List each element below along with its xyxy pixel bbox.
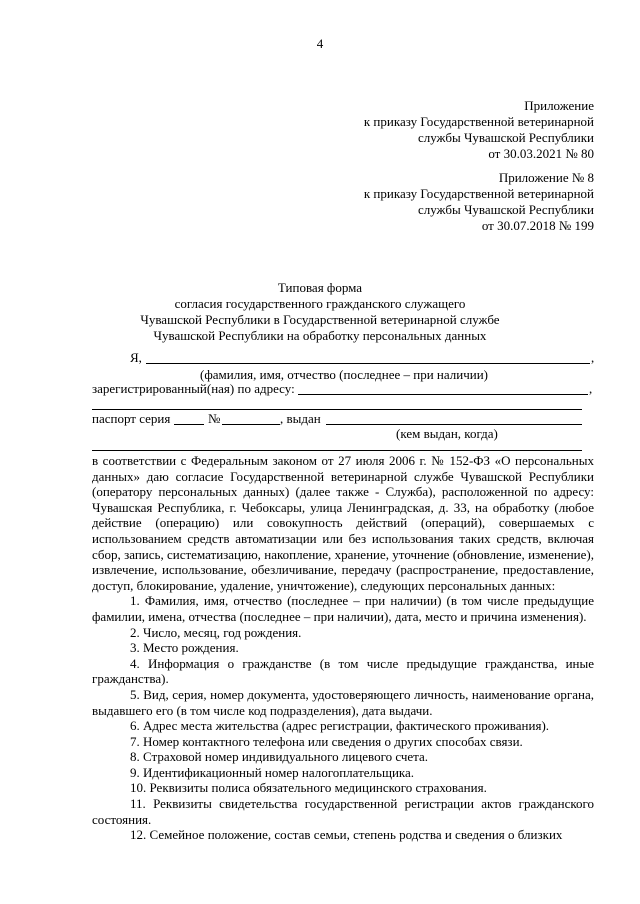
passport-issued-field[interactable] [326,424,582,425]
address-field-line-2[interactable] [92,409,582,410]
address-field[interactable] [298,394,588,395]
title-line: согласия государственного гражданского служащего [174,296,466,311]
list-item: 4. Информация о гражданстве (в том числе предыдущие гражданства, иные гражданства). [92,655,594,687]
list-item: 7. Номер контактного телефона или сведения о других способах связи. [130,733,523,749]
consent-paragraph: в соответствии с Федеральным законом от 27 июля 2006 г. № 152-ФЗ «О персональных данных» даю согласие Государственной ветеринарной службе Чувашской Республики (оператору персональных данных) (далее также - Служба), расположенной по адресу: Чувашская Республика, г. Чебоксары, улица Ленинградская, д. 33, на обработку (любое действие (операцию) или совокупность действий (операций), совершаемых с использованием средств автоматизации или без использования таких средств, включая сбор, запись, систематизацию, накопление, хранение, уточнение (обновление, изменение), извлечение, использование, обезличивание, передачу (распространение, предоставление, доступ, блокирование, удаление, уничтожение), следующих персональных данных: [92,453,594,593]
appendix-header-original [364,170,594,234]
registered-label: зарегистрированный(ная) по адресу: [92,381,295,396]
list-item: 10. Реквизиты полиса обязательного медицинского страхования. [130,780,487,796]
title-line: Чувашской Республики в Государственной ветеринарной службе [140,312,500,327]
appendix-line: от 30.03.2021 № 80 [488,146,594,161]
list-item: 6. Адрес места жительства (адрес регистрации, фактического проживания). [130,718,550,734]
appendix-line: Приложение [524,98,594,113]
passport-issued-field-line-2[interactable] [92,450,582,451]
list-item: 8. Страховой номер индивидуального лицевого счета. [130,749,429,765]
fio-field[interactable] [146,363,590,364]
passport-issued-label: , выдан [280,411,321,426]
issued-caption: (кем выдан, когда) [396,426,498,441]
list-item: 12. Семейное положение, состав семьи, степень родства и сведения о близких [130,827,563,843]
passport-series-label: паспорт серия [92,411,171,426]
i-label: Я, [130,350,142,365]
appendix-line: к приказу Государственной ветеринарной [363,186,594,201]
address-comma: , [589,381,593,396]
appendix-line: службы Чувашской Республики [417,202,594,217]
appendix-header-current [364,98,594,162]
title-line: Типовая форма [277,280,363,295]
passport-number-field[interactable] [222,424,280,425]
list-item: 2. Число, месяц, год рождения. [130,624,302,640]
appendix-line: от 30.07.2018 № 199 [481,218,594,233]
list-item: 3. Место рождения. [130,640,239,656]
consent-body [92,453,594,843]
list-item: 1. Фамилия, имя, отчество (последнее – при наличии) (в том числе предыдущие фамилии, имена, отчества (последнее – при наличии), дата, место и причина изменения). [92,593,594,624]
passport-series-field[interactable] [174,424,204,425]
appendix-line: Приложение № 8 [498,170,594,185]
fio-comma: , [591,350,595,365]
appendix-line: службы Чувашской Республики [417,130,594,145]
list-item: 5. Вид, серия, номер документа, удостоверяющего личность, наименование органа, выдавшего его (в том числе код подразделения), дата выдачи. [92,686,594,718]
page-number: 4 [316,36,324,51]
list-item: 9. Идентификационный номер налогоплательщика. [130,764,415,780]
fio-caption: (фамилия, имя, отчество (последнее – при наличии) [200,367,488,382]
passport-number-label: № [208,411,221,426]
list-item: 11. Реквизиты свидетельства государственной регистрации актов гражданского состояния. [92,796,594,827]
title-line: Чувашской Республики на обработку персональных данных [153,328,487,343]
appendix-line: к приказу Государственной ветеринарной [363,114,594,129]
document-title [0,280,640,344]
